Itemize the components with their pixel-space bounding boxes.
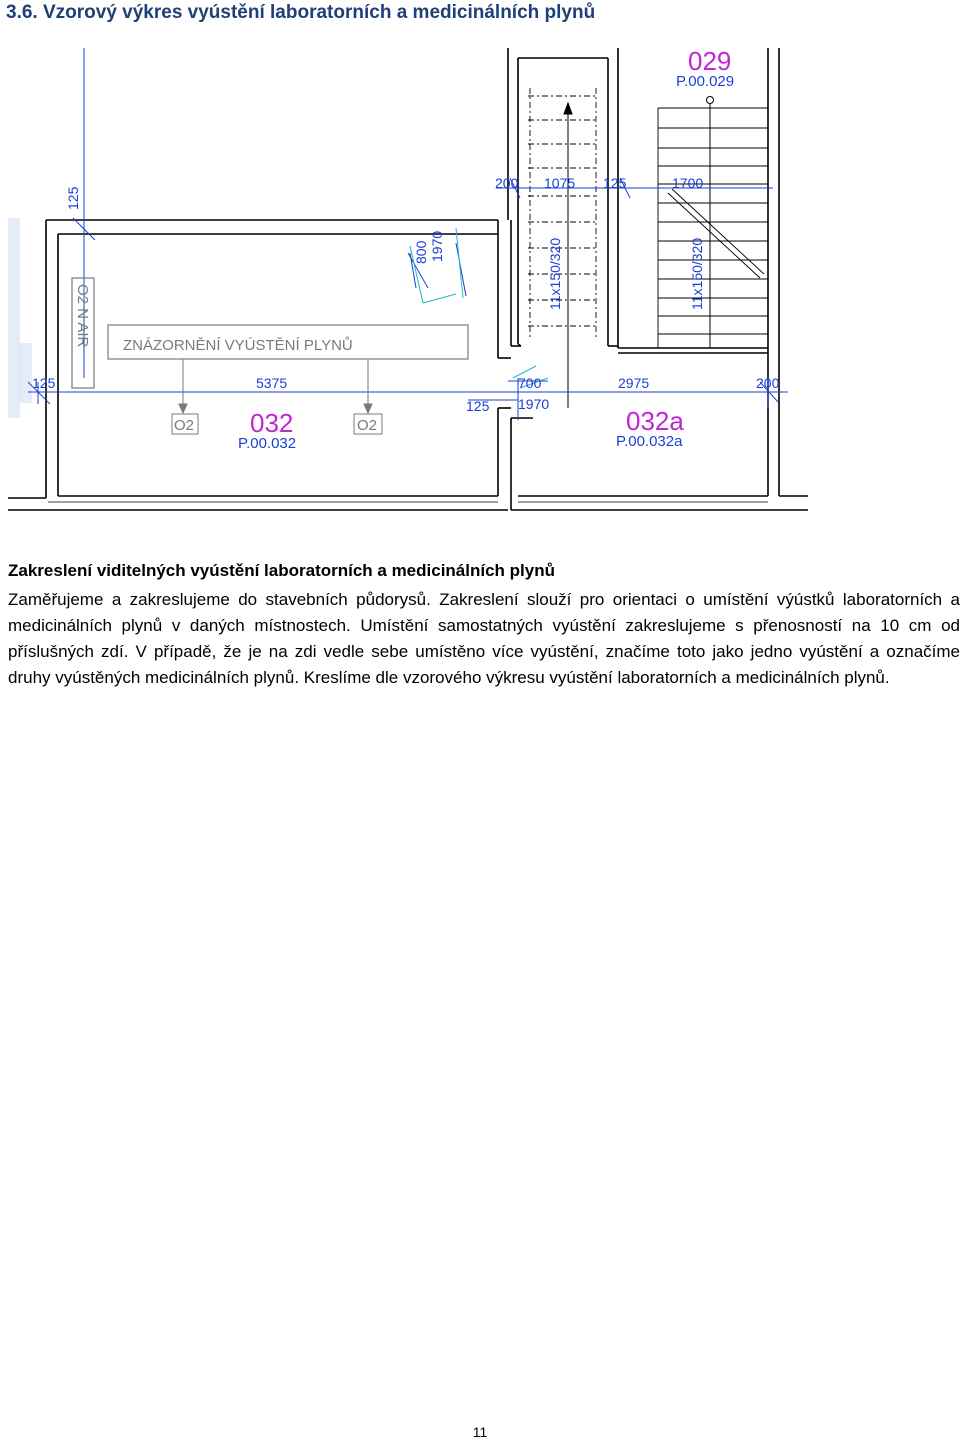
section-heading: 3.6. Vzorový výkres vyústění laboratorních a medicinálních plynů [6, 2, 596, 23]
dim-125-door: 125 [466, 398, 490, 414]
room-number-029: 029 [688, 48, 732, 76]
room-number-032a: 032a [626, 406, 684, 436]
dim-200-top: 200 [495, 175, 519, 191]
stair-spec-right: 11x150/320 [689, 237, 705, 310]
dim-1700: 1700 [672, 175, 704, 191]
outlet-tag-2: O2 [357, 417, 378, 434]
drawing-title-label: ZNÁZORNĚNÍ VYÚSTĚNÍ PLYNŮ [123, 337, 353, 354]
room-code-032: P.00.032 [238, 435, 297, 452]
dim-125-left: 125 [32, 375, 56, 391]
room-code-032a: P.00.032a [616, 433, 683, 450]
page-number: 11 [472, 1424, 488, 1440]
subsection-heading: Zakreslení viditelných vyústění laboratorních a medicinálních plynů [8, 561, 555, 580]
dim-2975: 2975 [618, 375, 650, 391]
dim-200-right: 200 [756, 375, 780, 391]
room-code-029: P.00.029 [676, 73, 735, 90]
stair-spec-left: 11x150/320 [547, 237, 563, 310]
dim-1075: 1075 [544, 175, 576, 191]
dim-5375: 5375 [256, 375, 288, 391]
floor-plan-drawing [8, 48, 808, 528]
body-paragraph: Zaměřujeme a zakreslujeme do stavebních půdorysů. Zakreslení slouží pro orientaci o umístění výústků laboratorních a medicinálních plynů v daných místnostech. Umístění samostatných vyústění zakreslujeme s přenosností na 10 cm od příslušných zdí. V případě, že je na zdi vedle sebe umístěno více vyústění, značíme toto jako jedno vyústění a označíme druhy vyústěných medicinálních plynů. Kreslíme dle vzorového výkresu vyústění laboratorních a medicinálních plynů. [8, 590, 960, 687]
dim-125-top: 125 [603, 175, 627, 191]
room-number-032: 032 [250, 408, 294, 438]
dim-1970-door: 1970 [518, 396, 550, 412]
outlet-tag-1: O2 [174, 417, 195, 434]
dim-800: 800 [413, 240, 429, 264]
dim-1970-window: 1970 [429, 230, 445, 262]
gas-list-label: O2 N AIR [74, 284, 91, 348]
dim-125-vertical: 125 [65, 186, 81, 210]
dim-700: 700 [518, 375, 542, 391]
